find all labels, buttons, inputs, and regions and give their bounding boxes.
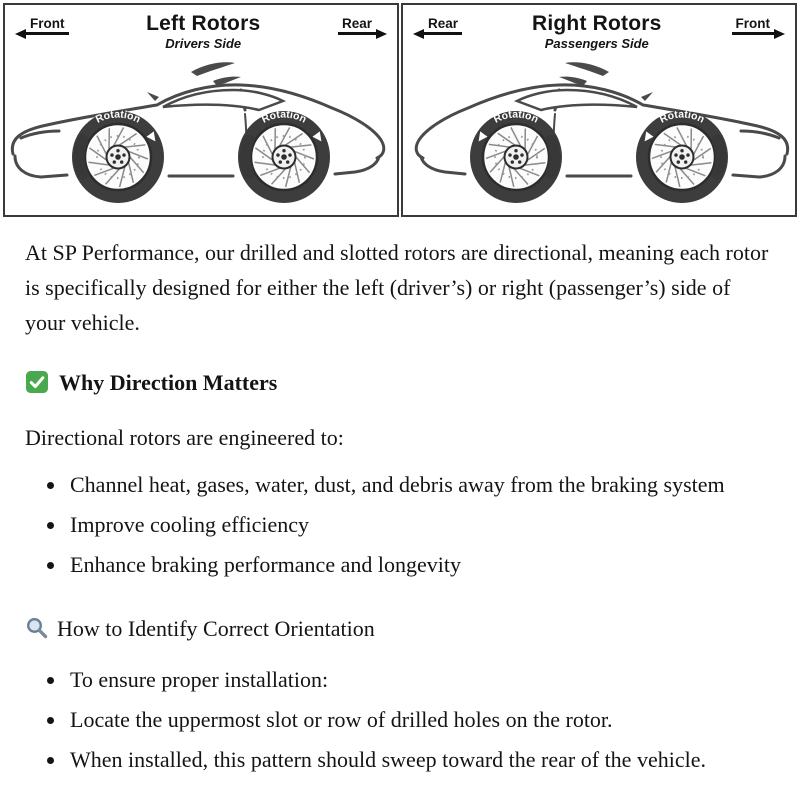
bullet-item: • Channel heat, gases, water, dust, and debris away from the braking system: [67, 467, 775, 502]
left-panel-title-block: [146, 13, 260, 51]
svg-text:Rotation: Rotation: [94, 108, 143, 125]
rear-arrow-label: [413, 16, 462, 35]
check-icon: [25, 370, 49, 394]
left-arrowhead-icon: [413, 29, 424, 39]
bullet-item: • Improve cooling efficiency: [67, 507, 775, 542]
bullet-item: • Enhance braking performance and longevity: [67, 547, 775, 582]
panel-subtitle: Drivers Side: [146, 37, 260, 51]
arrow-label-text: Front: [732, 16, 775, 35]
front-arrow-label: [732, 16, 786, 35]
panel-title: Right Rotors: [532, 13, 662, 35]
left-car-illustration: [5, 49, 397, 215]
panel-subtitle: Passengers Side: [532, 37, 662, 51]
right-rotors-panel: [401, 3, 797, 217]
arrow-label-text: Rear: [338, 16, 376, 35]
car-line-art: [403, 49, 795, 215]
rear-arrow-label: [338, 16, 387, 35]
left-arrowhead-icon: [15, 29, 26, 39]
why-direction-matters-heading: [25, 365, 775, 400]
svg-text:Rotation: Rotation: [260, 108, 309, 125]
heading-text: How to Identify Correct Orientation: [57, 611, 375, 646]
arrow-label-text: Rear: [424, 16, 462, 35]
intro-paragraph: At SP Performance, our drilled and slotted rotors are directional, meaning each rotor is specifically designed for either the left (driver’s) or right (passenger’s) side of your vehicle.: [25, 235, 775, 341]
right-car-illustration: [403, 49, 795, 215]
bullet-item: • When installed, this pattern should sweep toward the rear of the vehicle.: [67, 742, 775, 777]
left-rotors-panel: [3, 3, 399, 217]
right-panel-header: [403, 5, 795, 51]
lead-paragraph: Directional rotors are engineered to:: [25, 420, 775, 455]
rotor-direction-diagram: [0, 0, 800, 217]
left-panel-header: [5, 5, 397, 51]
article-content: [0, 217, 800, 810]
right-arrowhead-icon: [376, 29, 387, 39]
panel-title: Left Rotors: [146, 13, 260, 35]
svg-text:Rotation: Rotation: [658, 108, 707, 125]
arrow-label-text: Front: [26, 16, 69, 35]
bullet-item: • Locate the uppermost slot or row of drilled holes on the rotor.: [67, 702, 775, 737]
right-arrowhead-icon: [774, 29, 785, 39]
bullet-item: • To ensure proper installation:: [67, 662, 775, 697]
car-line-art: [5, 49, 397, 215]
svg-text:Rotation: Rotation: [492, 108, 541, 125]
front-arrow-label: [15, 16, 69, 35]
heading-text: Why Direction Matters: [59, 365, 277, 400]
orientation-steps-list: [25, 662, 775, 778]
right-panel-title-block: [532, 13, 662, 51]
benefits-list: [25, 467, 775, 583]
magnifier-icon: [25, 616, 49, 640]
identify-orientation-heading: [25, 611, 775, 646]
